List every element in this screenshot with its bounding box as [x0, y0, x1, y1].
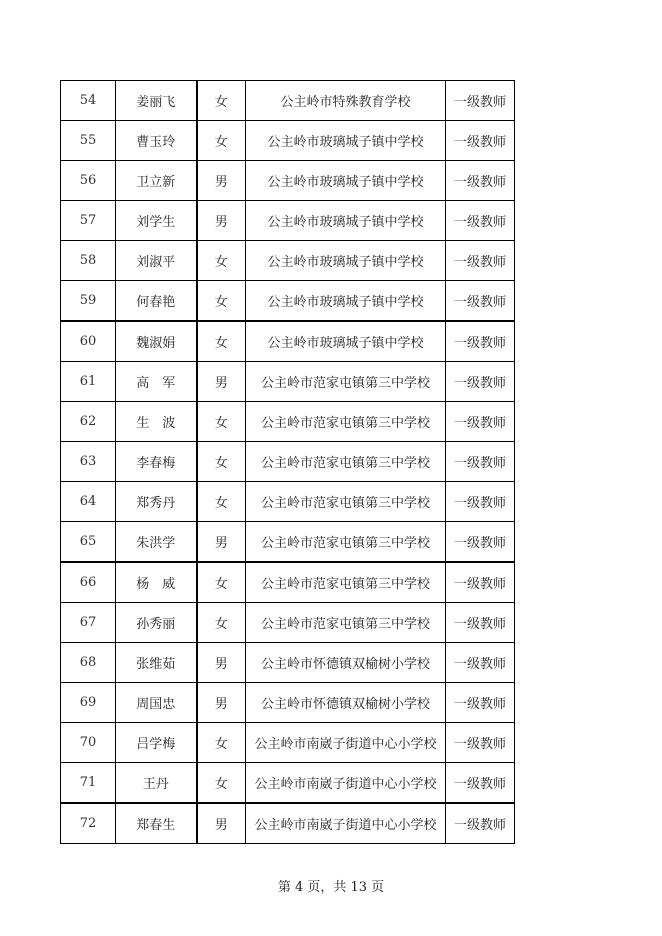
teacher-title: 一级教师: [446, 522, 515, 563]
school-name: 公主岭市南崴子街道中心小学校: [246, 763, 446, 804]
teacher-title: 一级教师: [446, 442, 515, 482]
teacher-name: 刘学生: [116, 201, 197, 241]
row-number: 62: [61, 402, 116, 442]
table-row: [61, 241, 515, 281]
row-number: 66: [61, 562, 116, 603]
row-number: 68: [61, 643, 116, 683]
teacher-title: 一级教师: [446, 683, 515, 723]
teacher-title: 一级教师: [446, 281, 515, 322]
table-row: [61, 321, 515, 362]
school-name: 公主岭市范家屯镇第三中学校: [246, 362, 446, 402]
school-name: 公主岭市玻璃城子镇中学校: [246, 161, 446, 201]
school-name: 公主岭市范家屯镇第三中学校: [246, 522, 446, 563]
table-row: [61, 522, 515, 563]
teacher-name: 王丹: [116, 763, 197, 804]
table-row: [61, 562, 515, 603]
teacher-name: 李春梅: [116, 442, 197, 482]
teacher-gender: 男: [197, 201, 246, 241]
teacher-gender: 男: [197, 643, 246, 683]
table-row: [61, 402, 515, 442]
table-row: [61, 603, 515, 643]
teacher-title: 一级教师: [446, 562, 515, 603]
table-row: [61, 683, 515, 723]
row-number: 54: [61, 81, 116, 121]
teacher-title: 一级教师: [446, 402, 515, 442]
teacher-gender: 男: [197, 161, 246, 201]
teacher-name: 周国忠: [116, 683, 197, 723]
teacher-gender: 女: [197, 482, 246, 522]
teacher-name: 杨 威: [116, 562, 197, 603]
teacher-gender: 女: [197, 402, 246, 442]
teacher-title: 一级教师: [446, 482, 515, 522]
school-name: 公主岭市怀德镇双榆树小学校: [246, 643, 446, 683]
school-name: 公主岭市范家屯镇第三中学校: [246, 603, 446, 643]
school-name: 公主岭市范家屯镇第三中学校: [246, 402, 446, 442]
table-row: [61, 362, 515, 402]
table-row: [61, 763, 515, 804]
table-row: [61, 81, 515, 121]
school-name: 公主岭市怀德镇双榆树小学校: [246, 683, 446, 723]
row-number: 59: [61, 281, 116, 322]
row-number: 65: [61, 522, 116, 563]
page-footer: 第 4 页，共 13 页: [277, 880, 385, 895]
row-number: 58: [61, 241, 116, 281]
school-name: 公主岭市范家屯镇第三中学校: [246, 482, 446, 522]
row-number: 55: [61, 121, 116, 161]
teacher-title: 一级教师: [446, 723, 515, 763]
teacher-gender: 男: [197, 683, 246, 723]
teacher-name: 生 波: [116, 402, 197, 442]
teacher-title: 一级教师: [446, 803, 515, 844]
teacher-name: 郑春生: [116, 803, 197, 844]
teacher-gender: 女: [197, 241, 246, 281]
teacher-gender: 女: [197, 121, 246, 161]
row-number: 64: [61, 482, 116, 522]
table-row: [61, 482, 515, 522]
teacher-list-table: [60, 80, 515, 844]
teacher-title: 一级教师: [446, 161, 515, 201]
teacher-title: 一级教师: [446, 201, 515, 241]
table-row: [61, 281, 515, 322]
teacher-name: 高 军: [116, 362, 197, 402]
teacher-name: 朱洪学: [116, 522, 197, 563]
school-name: 公主岭市玻璃城子镇中学校: [246, 121, 446, 161]
teacher-gender: 男: [197, 803, 246, 844]
table-row: [61, 723, 515, 763]
teacher-name: 魏淑娟: [116, 321, 197, 362]
table-body: [61, 81, 515, 844]
teacher-name: 刘淑平: [116, 241, 197, 281]
teacher-gender: 女: [197, 723, 246, 763]
school-name: 公主岭市特殊教育学校: [246, 81, 446, 121]
teacher-name: 张维茹: [116, 643, 197, 683]
school-name: 公主岭市南崴子街道中心小学校: [246, 723, 446, 763]
teacher-title: 一级教师: [446, 81, 515, 121]
row-number: 57: [61, 201, 116, 241]
teacher-title: 一级教师: [446, 241, 515, 281]
row-number: 70: [61, 723, 116, 763]
table-row: [61, 161, 515, 201]
teacher-gender: 男: [197, 362, 246, 402]
teacher-gender: 女: [197, 763, 246, 804]
teacher-gender: 女: [197, 281, 246, 322]
teacher-gender: 女: [197, 562, 246, 603]
teacher-title: 一级教师: [446, 121, 515, 161]
row-number: 69: [61, 683, 116, 723]
school-name: 公主岭市玻璃城子镇中学校: [246, 241, 446, 281]
teacher-name: 孙秀丽: [116, 603, 197, 643]
table-row: [61, 442, 515, 482]
teacher-title: 一级教师: [446, 321, 515, 362]
teacher-gender: 女: [197, 603, 246, 643]
row-number: 63: [61, 442, 116, 482]
school-name: 公主岭市南崴子街道中心小学校: [246, 803, 446, 844]
teacher-title: 一级教师: [446, 603, 515, 643]
teacher-gender: 男: [197, 522, 246, 563]
row-number: 61: [61, 362, 116, 402]
school-name: 公主岭市玻璃城子镇中学校: [246, 321, 446, 362]
teacher-name: 郑秀丹: [116, 482, 197, 522]
teacher-name: 曹玉玲: [116, 121, 197, 161]
teacher-gender: 女: [197, 81, 246, 121]
teacher-title: 一级教师: [446, 362, 515, 402]
teacher-gender: 女: [197, 321, 246, 362]
teacher-name: 何春艳: [116, 281, 197, 322]
school-name: 公主岭市玻璃城子镇中学校: [246, 281, 446, 322]
table-row: [61, 643, 515, 683]
teacher-name: 吕学梅: [116, 723, 197, 763]
table-row: [61, 201, 515, 241]
school-name: 公主岭市范家屯镇第三中学校: [246, 442, 446, 482]
row-number: 56: [61, 161, 116, 201]
teacher-name: 卫立新: [116, 161, 197, 201]
row-number: 67: [61, 603, 116, 643]
table-row: [61, 803, 515, 844]
school-name: 公主岭市玻璃城子镇中学校: [246, 201, 446, 241]
row-number: 71: [61, 763, 116, 804]
teacher-gender: 女: [197, 442, 246, 482]
school-name: 公主岭市范家屯镇第三中学校: [246, 562, 446, 603]
teacher-title: 一级教师: [446, 763, 515, 804]
row-number: 72: [61, 803, 116, 844]
table-row: [61, 121, 515, 161]
row-number: 60: [61, 321, 116, 362]
teacher-name: 姜丽飞: [116, 81, 197, 121]
teacher-title: 一级教师: [446, 643, 515, 683]
